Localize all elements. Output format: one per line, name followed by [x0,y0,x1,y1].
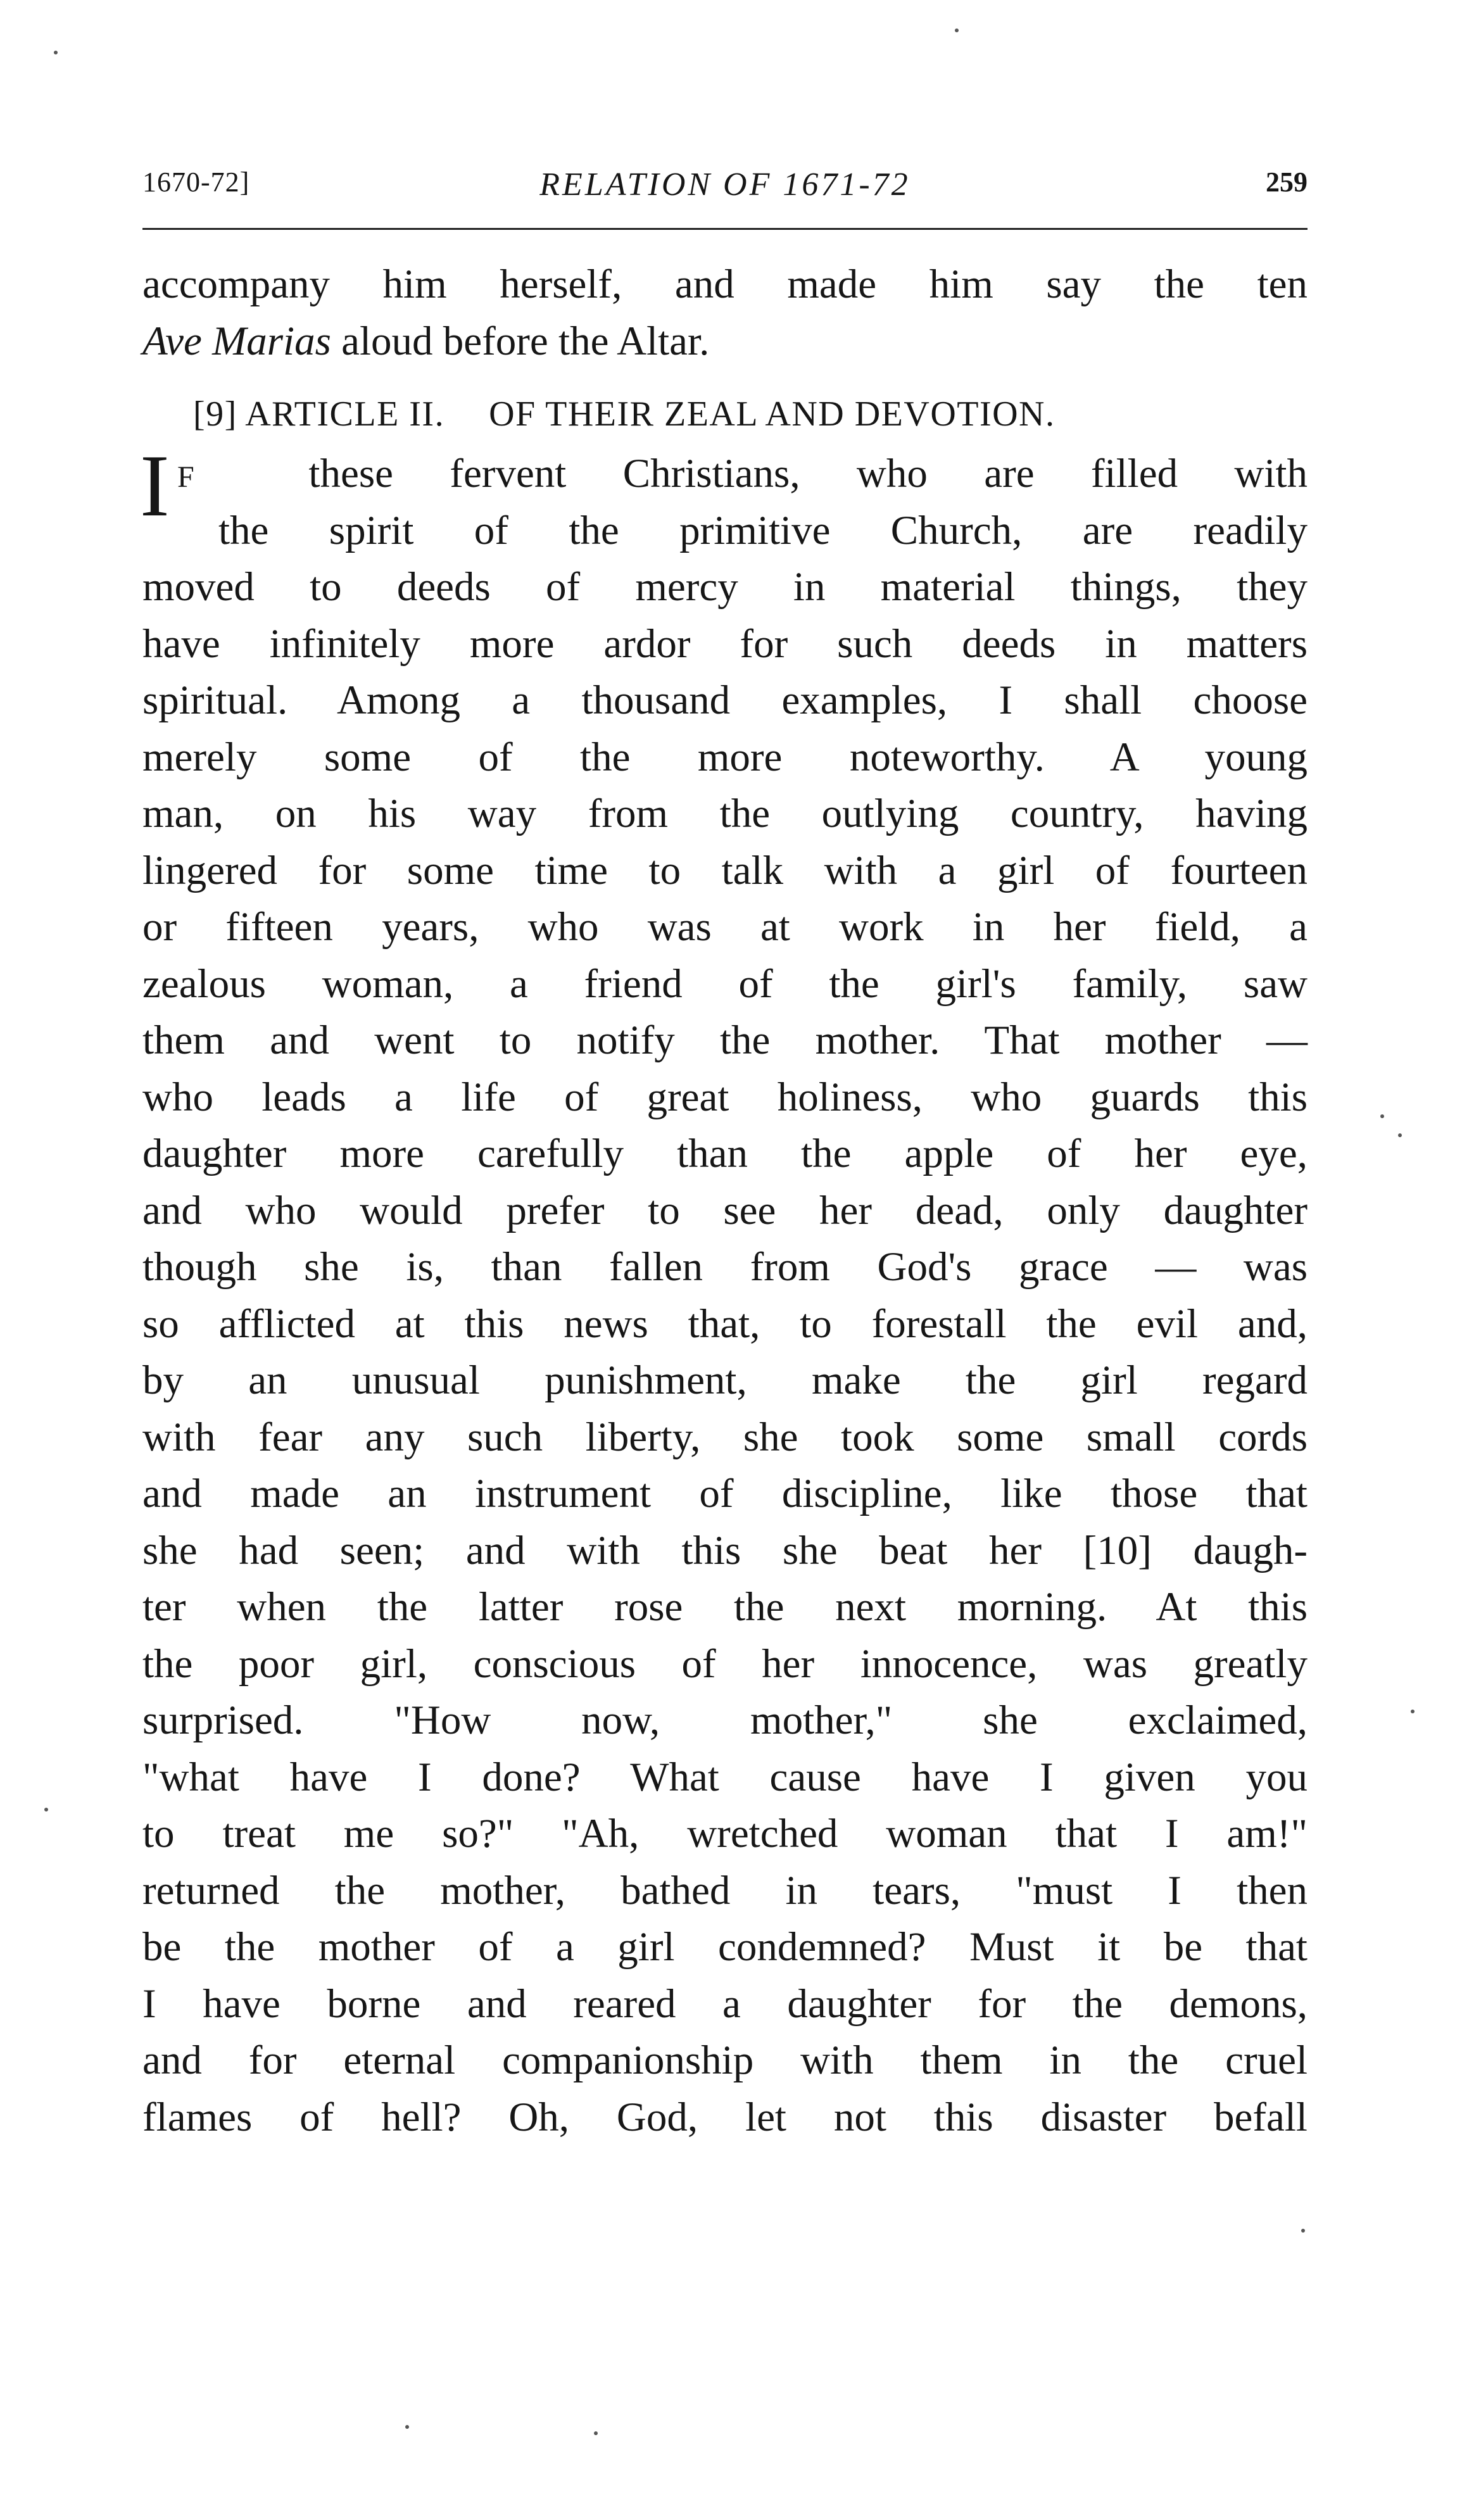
paragraph-line: surprised. "How now, mother," she exclaimed, [142,1698,1308,1743]
paragraph-line: merely some of the more noteworthy. A young [142,734,1308,780]
scan-speck [405,2425,409,2429]
paragraph-line: ter when the latter rose the next morning. At this [142,1584,1308,1630]
paragraph-line: who leads a life of great holiness, who guards this [142,1074,1308,1120]
paragraph-line: the poor girl, conscious of her innocence, was greatly [142,1641,1308,1687]
paragraph-line: and who would prefer to see her dead, only daughter [142,1187,1308,1233]
paragraph-line: daughter more carefully than the apple of her eye, [142,1131,1308,1176]
paragraph-line: them and went to notify the mother. That mother — [142,1017,1308,1063]
continued-line-1: accompany him herself, and made him say the ten [142,261,1308,307]
paragraph-line: so afflicted at this news that, to forestall the evil and, [142,1301,1308,1347]
article-title: OF THEIR ZEAL AND DEVOTION. [489,394,1056,434]
paragraph-line: to treat me so?" "Ah, wretched woman that I am!" [142,1811,1308,1856]
continued-line-2-rest: aloud before the Altar. [331,318,710,364]
paragraph-line: moved to deeds of mercy in material things, they [142,564,1308,610]
scan-speck [955,28,959,32]
article-number: ARTICLE II. [245,394,445,434]
scan-speck [1398,1133,1402,1137]
paragraph-line: with fear any such liberty, she took some small cords [142,1414,1308,1460]
paragraph-line: she had seen; and with this she beat her [10] daugh- [142,1527,1308,1573]
paragraph-line-2: the spirit of the primitive Church, are readily [218,507,1308,553]
paragraph-line: have infinitely more ardor for such deeds in matters [142,621,1308,667]
paragraph-line: be the mother of a girl condemned? Must it be that [142,1924,1308,1970]
article-heading [142,382,1308,446]
main-paragraph [140,437,1308,2146]
scan-speck [594,2431,598,2435]
paragraph-line: and for eternal companionship with them in the cruel [142,2038,1308,2083]
paragraph-line: lingered for some time to talk with a girl of fourteen [142,847,1308,893]
drop-cap: I [140,437,170,535]
ave-marias-italic: Ave Marias [142,318,331,364]
scan-speck [44,1808,48,1811]
first-word-smallcap: F [177,460,196,494]
paragraph-line: I have borne and reared a daughter for the demons, [142,1981,1308,2027]
header-title: RELATION OF 1671-72 [539,167,911,203]
scan-speck [54,51,58,54]
running-header [142,166,1308,217]
page-body [142,256,1308,2146]
paragraph-line-1: F these fervent Christians, who are filled with [177,451,1308,496]
paragraph-line: though she is, than fallen from God's grace — was [142,1244,1308,1290]
paragraph-line: spiritual. Among a thousand examples, I shall choose [142,677,1308,723]
scan-speck [1301,2229,1305,2233]
scan-speck [1411,1710,1415,1713]
paragraph-line: zealous woman, a friend of the girl's family, saw [142,961,1308,1007]
scan-speck [1380,1114,1384,1118]
continued-line-2 [142,313,1308,370]
paragraph-line: man, on his way from the outlying country, having [142,791,1308,836]
paragraph-line: by an unusual punishment, make the girl regard [142,1358,1308,1403]
paragraph-line: "what have I done? What cause have I given you [142,1754,1308,1800]
paragraph-line: or fifteen years, who was at work in her field, a [142,904,1308,950]
paragraph-line: returned the mother, bathed in tears, "must I then [142,1867,1308,1913]
article-marker: [9] [193,394,237,434]
header-rule [142,228,1308,230]
paragraph-line: flames of hell? Oh, God, let not this disaster befall [142,2094,1308,2140]
page-number: 259 [1266,167,1308,198]
paragraph-line: and made an instrument of discipline, like those that [142,1471,1308,1516]
header-date-range: 1670-72] [142,167,250,198]
